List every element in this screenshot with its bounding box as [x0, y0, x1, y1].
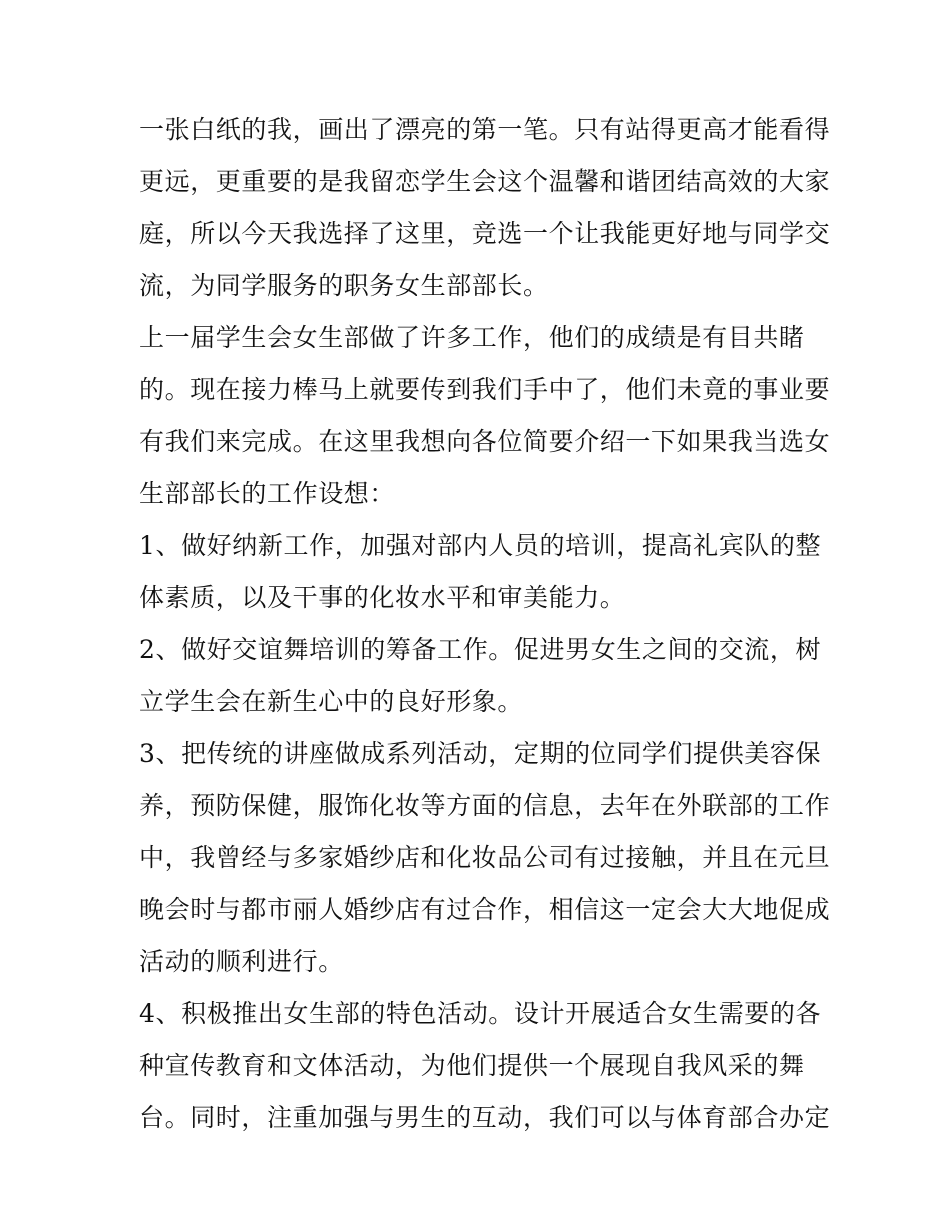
list-item-3-line: 活动的顺利进行。 — [139, 947, 344, 976]
list-item-4-line: 种宣传教育和文体活动，为他们提供一个展现自我风采的舞 — [139, 1051, 805, 1080]
text-line: 的。现在接力棒马上就要传到我们手中了，他们未竟的事业要 — [139, 375, 831, 404]
list-item-4-line: 4、积极推出女生部的特色活动。设计开展适合女生需要的各 — [139, 999, 822, 1028]
document-body — [139, 104, 831, 1144]
text-line: 更远，更重要的是我留恋学生会这个温馨和谐团结高效的大家 — [139, 167, 831, 196]
text-line: 有我们来完成。在这里我想向各位简要介绍一下如果我当选女 — [139, 427, 831, 456]
list-item-3-line: 养，预防保健，服饰化妆等方面的信息，去年在外联部的工作 — [139, 791, 831, 820]
list-item-1-line: 体素质，以及干事的化妆水平和审美能力。 — [139, 583, 626, 612]
text-line: 一张白纸的我，画出了漂亮的第一笔。只有站得更高才能看得 — [139, 115, 831, 144]
list-item-2-line: 立学生会在新生心中的良好形象。 — [139, 687, 524, 716]
list-item-4-line: 台。同时，注重加强与男生的互动，我们可以与体育部合办定 — [139, 1103, 831, 1132]
list-item-3-line: 中，我曾经与多家婚纱店和化妆品公司有过接触，并且在元旦 — [139, 843, 831, 872]
text-line: 流，为同学服务的职务女生部部长。 — [139, 271, 549, 300]
list-item-3-line: 晚会时与都市丽人婚纱店有过合作，相信这一定会大大地促成 — [139, 895, 831, 924]
list-item-1-line: 1、做好纳新工作，加强对部内人员的培训，提高礼宾队的整 — [139, 531, 822, 560]
text-line: 庭，所以今天我选择了这里，竞选一个让我能更好地与同学交 — [139, 219, 831, 248]
list-item-2-line: 2、做好交谊舞培训的筹备工作。促进男女生之间的交流，树 — [139, 635, 822, 664]
list-item-3-line: 3、把传统的讲座做成系列活动，定期的位同学们提供美容保 — [139, 739, 822, 768]
text-line: 生部部长的工作设想： — [139, 479, 396, 508]
text-line: 上一届学生会女生部做了许多工作，他们的成绩是有目共睹 — [139, 323, 805, 352]
